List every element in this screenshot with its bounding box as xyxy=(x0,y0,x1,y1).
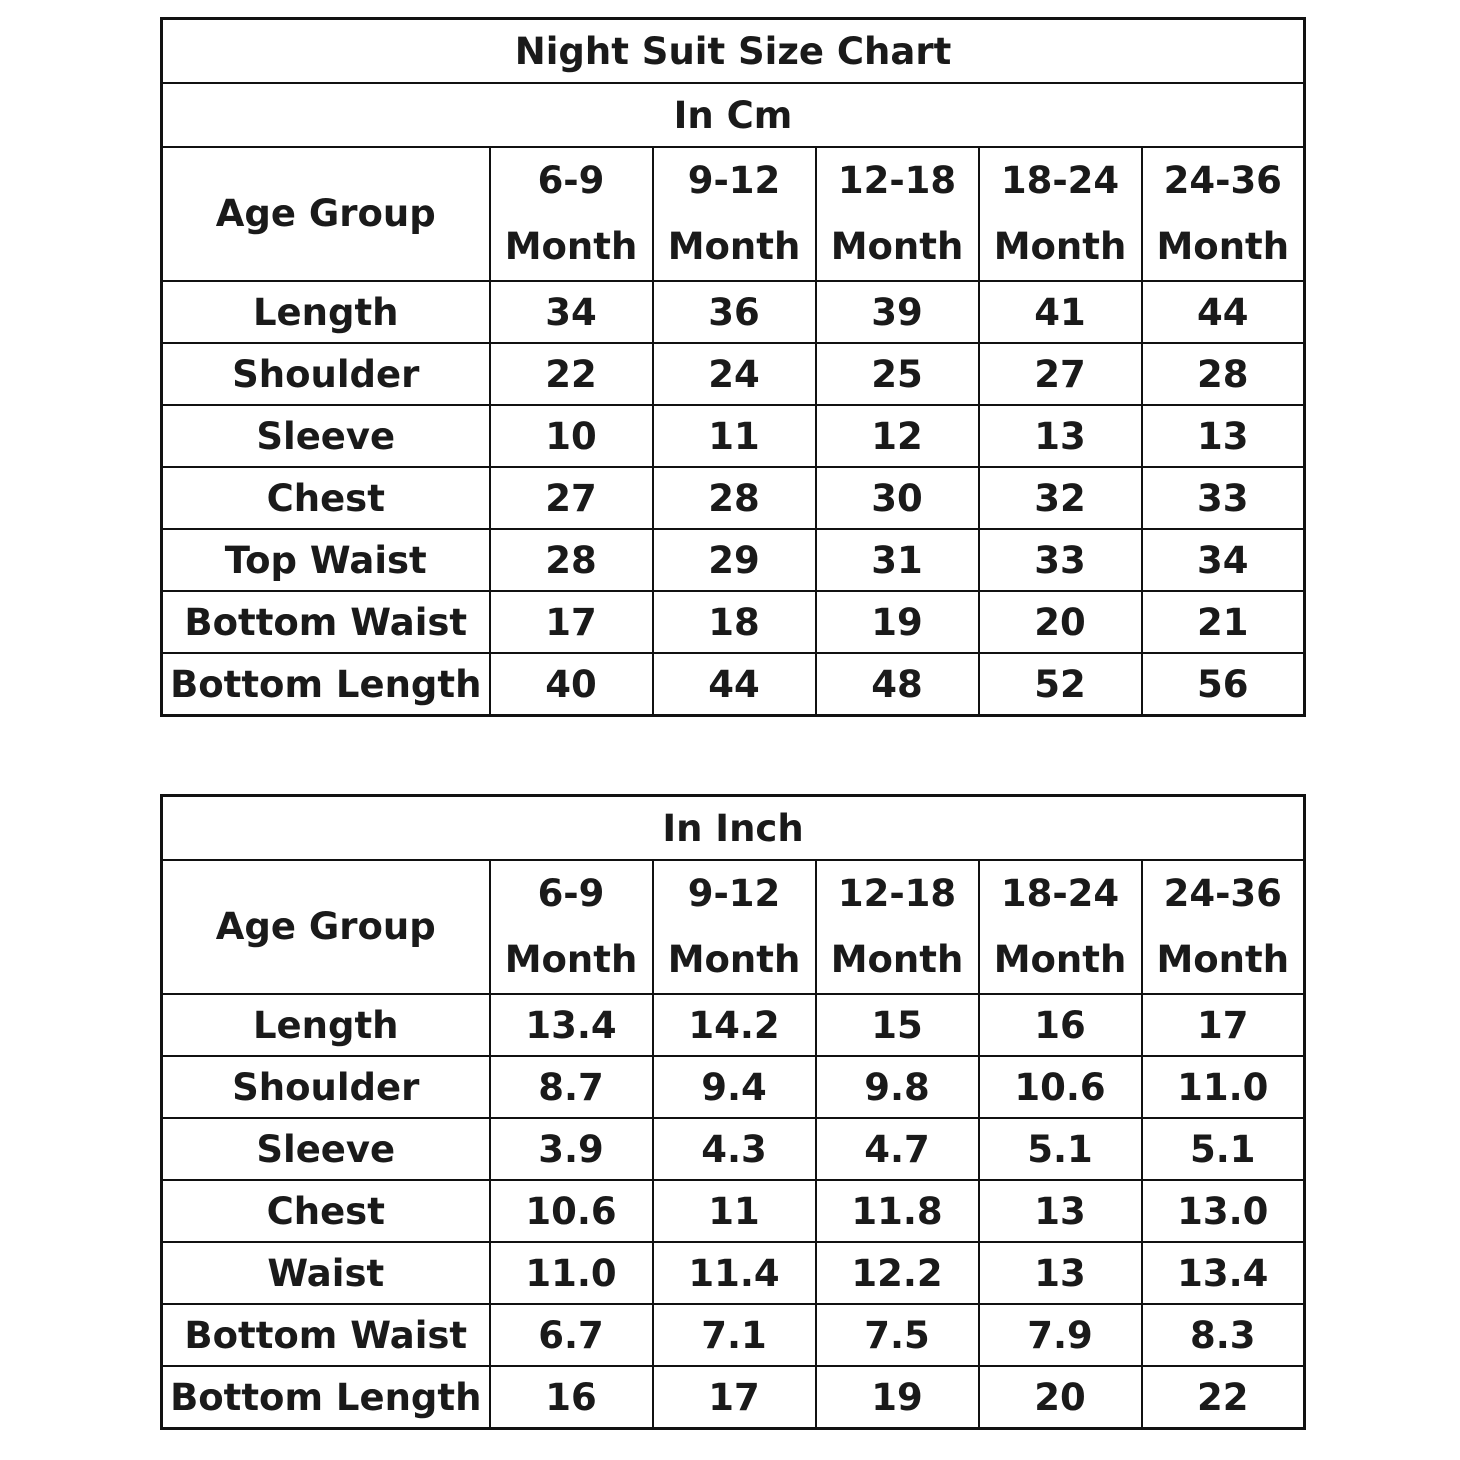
age-column-header xyxy=(490,860,653,994)
age-unit: Month xyxy=(504,225,638,268)
age-range: 12-18 xyxy=(837,872,957,915)
measurement-value: 7.9 xyxy=(979,1304,1142,1366)
table-row xyxy=(162,653,1305,716)
row-label: Chest xyxy=(162,1180,490,1242)
measurement-value: 18 xyxy=(653,591,816,653)
age-unit: Month xyxy=(993,938,1127,981)
age-column-header xyxy=(979,860,1142,994)
measurement-value: 13.0 xyxy=(1142,1180,1305,1242)
measurement-value: 15 xyxy=(816,994,979,1056)
measurement-value: 4.7 xyxy=(816,1118,979,1180)
measurement-value: 28 xyxy=(490,529,653,591)
age-range: 18-24 xyxy=(1000,872,1120,915)
measurement-value: 12.2 xyxy=(816,1242,979,1304)
header-row xyxy=(162,147,1305,281)
measurement-value: 28 xyxy=(653,467,816,529)
size-chart-inch-table xyxy=(160,794,1306,1430)
age-range: 9-12 xyxy=(687,159,781,202)
row-label: Bottom Waist xyxy=(162,1304,490,1366)
measurement-value: 5.1 xyxy=(979,1118,1142,1180)
measurement-value: 34 xyxy=(490,281,653,343)
measurement-value: 12 xyxy=(816,405,979,467)
measurement-value: 5.1 xyxy=(1142,1118,1305,1180)
measurement-value: 10.6 xyxy=(490,1180,653,1242)
age-unit: Month xyxy=(830,225,964,268)
table-row xyxy=(162,281,1305,343)
row-label: Sleeve xyxy=(162,405,490,467)
age-unit: Month xyxy=(667,938,801,981)
measurement-value: 11.8 xyxy=(816,1180,979,1242)
age-range: 24-36 xyxy=(1163,872,1282,915)
measurement-value: 11 xyxy=(653,1180,816,1242)
measurement-value: 20 xyxy=(979,591,1142,653)
age-column-header xyxy=(653,147,816,281)
age-column-header xyxy=(816,147,979,281)
measurement-value: 11.0 xyxy=(490,1242,653,1304)
measurement-value: 28 xyxy=(1142,343,1305,405)
measurement-value: 24 xyxy=(653,343,816,405)
row-label: Top Waist xyxy=(162,529,490,591)
table-row xyxy=(162,529,1305,591)
row-label: Bottom Length xyxy=(162,653,490,716)
measurement-value: 19 xyxy=(816,1366,979,1429)
measurement-value: 7.1 xyxy=(653,1304,816,1366)
measurement-value: 48 xyxy=(816,653,979,716)
table-row xyxy=(162,1056,1305,1118)
measurement-value: 22 xyxy=(1142,1366,1305,1429)
measurement-value: 20 xyxy=(979,1366,1142,1429)
table-row xyxy=(162,591,1305,653)
age-column-header xyxy=(1142,147,1305,281)
measurement-value: 17 xyxy=(1142,994,1305,1056)
age-column-header xyxy=(653,860,816,994)
table-row xyxy=(162,1118,1305,1180)
table-row xyxy=(162,1242,1305,1304)
row-label: Waist xyxy=(162,1242,490,1304)
age-group-header: Age Group xyxy=(162,860,490,994)
unit-row xyxy=(162,83,1305,147)
measurement-value: 17 xyxy=(653,1366,816,1429)
measurement-value: 16 xyxy=(979,994,1142,1056)
measurement-value: 13 xyxy=(979,1242,1142,1304)
age-range: 6-9 xyxy=(537,159,605,202)
row-label: Chest xyxy=(162,467,490,529)
measurement-value: 11 xyxy=(653,405,816,467)
measurement-value: 13.4 xyxy=(1142,1242,1305,1304)
measurement-value: 34 xyxy=(1142,529,1305,591)
measurement-value: 13 xyxy=(979,405,1142,467)
measurement-value: 7.5 xyxy=(816,1304,979,1366)
row-label: Length xyxy=(162,281,490,343)
measurement-value: 19 xyxy=(816,591,979,653)
row-label: Bottom Waist xyxy=(162,591,490,653)
unit-label: In Inch xyxy=(162,796,1305,861)
row-label: Bottom Length xyxy=(162,1366,490,1429)
age-unit: Month xyxy=(1156,938,1290,981)
measurement-value: 25 xyxy=(816,343,979,405)
measurement-value: 22 xyxy=(490,343,653,405)
age-column-header xyxy=(816,860,979,994)
row-label: Sleeve xyxy=(162,1118,490,1180)
measurement-value: 9.8 xyxy=(816,1056,979,1118)
age-unit: Month xyxy=(830,938,964,981)
age-range: 12-18 xyxy=(837,159,957,202)
measurement-value: 32 xyxy=(979,467,1142,529)
measurement-value: 11.0 xyxy=(1142,1056,1305,1118)
measurement-value: 10 xyxy=(490,405,653,467)
measurement-value: 13 xyxy=(1142,405,1305,467)
age-column-header xyxy=(979,147,1142,281)
measurement-value: 8.3 xyxy=(1142,1304,1305,1366)
measurement-value: 4.3 xyxy=(653,1118,816,1180)
measurement-value: 27 xyxy=(490,467,653,529)
table-row xyxy=(162,405,1305,467)
title-row xyxy=(162,19,1305,84)
measurement-value: 31 xyxy=(816,529,979,591)
header-row xyxy=(162,860,1305,994)
measurement-value: 27 xyxy=(979,343,1142,405)
measurement-value: 6.7 xyxy=(490,1304,653,1366)
measurement-value: 30 xyxy=(816,467,979,529)
age-range: 24-36 xyxy=(1163,159,1282,202)
measurement-value: 13.4 xyxy=(490,994,653,1056)
unit-row xyxy=(162,796,1305,861)
measurement-value: 33 xyxy=(979,529,1142,591)
age-column-header xyxy=(1142,860,1305,994)
measurement-value: 33 xyxy=(1142,467,1305,529)
measurement-value: 44 xyxy=(1142,281,1305,343)
age-range: 18-24 xyxy=(1000,159,1120,202)
measurement-value: 40 xyxy=(490,653,653,716)
age-range: 6-9 xyxy=(537,872,605,915)
age-column-header xyxy=(490,147,653,281)
row-label: Length xyxy=(162,994,490,1056)
table-row xyxy=(162,1304,1305,1366)
measurement-value: 17 xyxy=(490,591,653,653)
size-chart-cm-table xyxy=(160,17,1306,717)
row-label: Shoulder xyxy=(162,1056,490,1118)
measurement-value: 14.2 xyxy=(653,994,816,1056)
age-unit: Month xyxy=(667,225,801,268)
measurement-value: 41 xyxy=(979,281,1142,343)
measurement-value: 21 xyxy=(1142,591,1305,653)
measurement-value: 56 xyxy=(1142,653,1305,716)
measurement-value: 52 xyxy=(979,653,1142,716)
chart-title: Night Suit Size Chart xyxy=(162,19,1305,84)
measurement-value: 29 xyxy=(653,529,816,591)
table-row xyxy=(162,994,1305,1056)
age-unit: Month xyxy=(504,938,638,981)
measurement-value: 9.4 xyxy=(653,1056,816,1118)
age-group-header: Age Group xyxy=(162,147,490,281)
age-unit: Month xyxy=(993,225,1127,268)
measurement-value: 39 xyxy=(816,281,979,343)
measurement-value: 11.4 xyxy=(653,1242,816,1304)
measurement-value: 44 xyxy=(653,653,816,716)
age-unit: Month xyxy=(1156,225,1290,268)
measurement-value: 3.9 xyxy=(490,1118,653,1180)
unit-label: In Cm xyxy=(162,83,1305,147)
measurement-value: 8.7 xyxy=(490,1056,653,1118)
measurement-value: 16 xyxy=(490,1366,653,1429)
table-row xyxy=(162,1180,1305,1242)
age-range: 9-12 xyxy=(687,872,781,915)
table-row xyxy=(162,1366,1305,1429)
measurement-value: 13 xyxy=(979,1180,1142,1242)
row-label: Shoulder xyxy=(162,343,490,405)
measurement-value: 36 xyxy=(653,281,816,343)
table-row xyxy=(162,343,1305,405)
measurement-value: 10.6 xyxy=(979,1056,1142,1118)
table-row xyxy=(162,467,1305,529)
